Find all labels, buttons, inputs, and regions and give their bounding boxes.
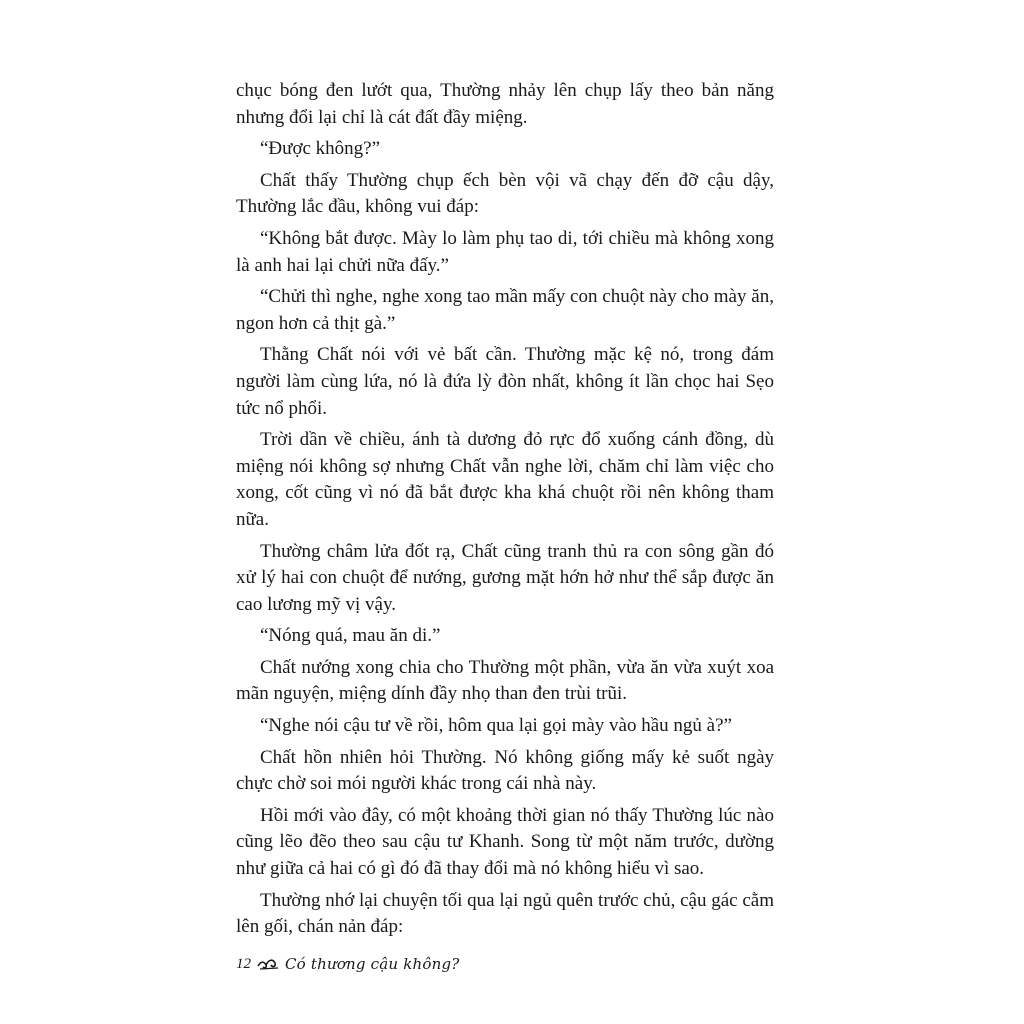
paragraph: “Chửi thì nghe, nghe xong tao mần mấy con chuột này cho mày ăn, ngon hơn cả thịt gà.” [236, 286, 774, 334]
paragraph: Thường nhớ lại chuyện tối qua lại ngủ quên trước chủ, cậu gác cằm lên gối, chán nản đáp: [236, 889, 774, 938]
paragraph: Trời dần về chiều, ánh tà dương đỏ rực đổ xuống cánh đồng, dù miệng nói không sợ nhưng Chất vẫn nghe lời, chăm chỉ làm việc cho xong, cốt cũng vì nó đã bắt được kha khá chuột rồi nên không tham nữa. [236, 429, 774, 530]
paragraph: Hồi mới vào đây, có một khoảng thời gian nó thấy Thường lúc nào cũng lẽo đẽo theo sau cậu tư Khanh. Song từ một năm trước, dường như giữa cả hai có gì đó đã thay đổi mà nó không hiểu vì sao. [236, 804, 774, 880]
page-footer [236, 952, 460, 976]
paragraph: Thường châm lửa đốt rạ, Chất cũng tranh thủ ra con sông gần đó xử lý hai con chuột để nướng, gương mặt hớn hở như thể sắp được ăn cao lương mỹ vị vậy. [236, 540, 774, 615]
paragraph: Chất nướng xong chia cho Thường một phần, vừa ăn vừa xuýt xoa mãn nguyện, miệng dính đầy nhọ than đen trùi trũi. [236, 656, 774, 705]
paragraph: Thằng Chất nói với vẻ bất cần. Thường mặc kệ nó, trong đám người làm cùng lứa, nó là đứa lỳ đòn nhất, không ít lần chọc hai Sẹo tức nổ phổi. [236, 344, 774, 419]
body-text [236, 78, 774, 946]
paragraph: “Được không?” [260, 138, 381, 160]
paragraph: Chất thấy Thường chụp ếch bèn vội vã chạy đến đỡ cậu dậy, Thường lắc đầu, không vui đáp: [236, 169, 774, 218]
paragraph: “Không bắt được. Mày lo làm phụ tao di, tới chiều mà không xong là anh hai lại chửi nữa đấy.” [236, 227, 774, 276]
leaf-flourish-icon [257, 957, 279, 971]
paragraph: “Nghe nói cậu tư về rồi, hôm qua lại gọi mày vào hầu ngủ à?” [260, 715, 732, 737]
running-book-title: Có thương cậu không? [285, 955, 460, 973]
paragraph: Chất hồn nhiên hỏi Thường. Nó không giống mấy kẻ suốt ngày chực chờ soi mói người khác trong cái nhà này. [236, 746, 774, 795]
page-number: 12 [236, 955, 251, 972]
paragraph: chục bóng đen lướt qua, Thường nhảy lên chụp lấy theo bản năng nhưng đổi lại chỉ là cát đất đầy miệng. [236, 80, 774, 128]
paragraph: “Nóng quá, mau ăn di.” [260, 625, 441, 647]
